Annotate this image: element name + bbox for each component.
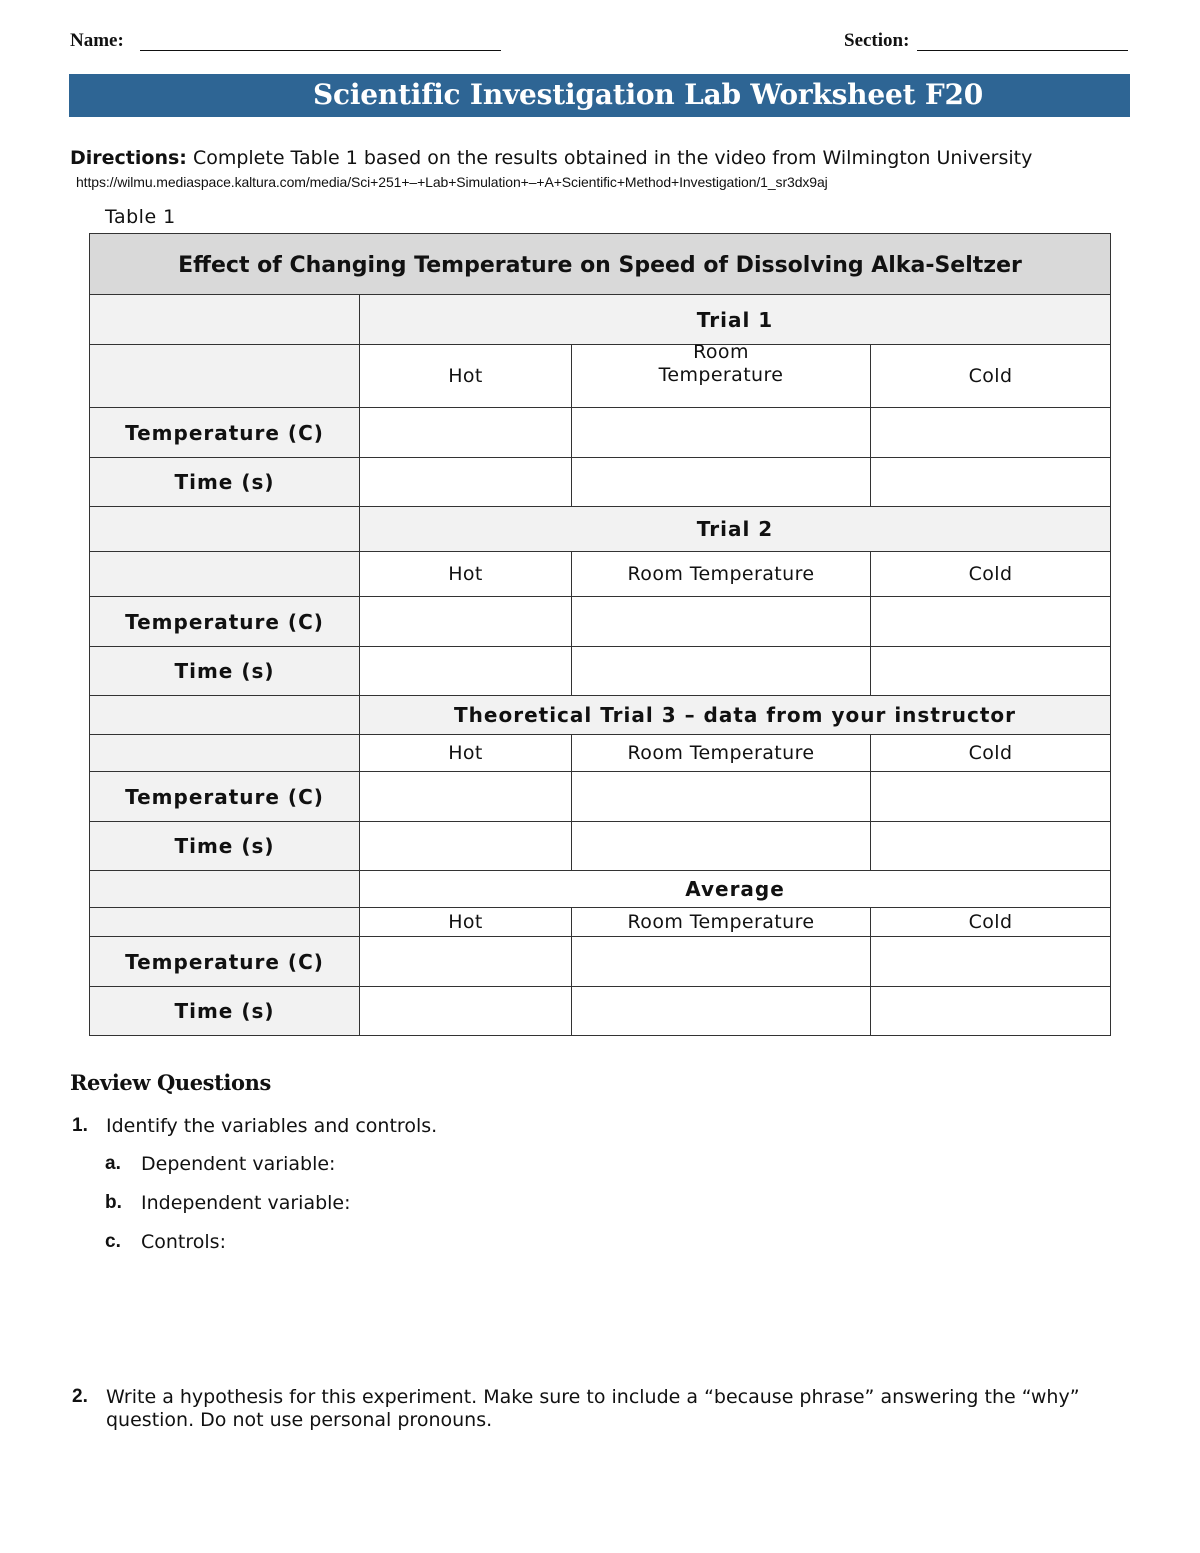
blank-cell	[90, 696, 360, 735]
results-table	[89, 233, 1111, 1036]
question-2	[72, 1386, 1132, 1446]
question-text: Identify the variables and controls.	[106, 1115, 438, 1137]
question-1	[72, 1115, 1132, 1141]
section-heading: Trial 1	[360, 295, 1111, 345]
data-cell[interactable]	[360, 597, 572, 647]
condition-header: Room Temperature	[572, 552, 871, 597]
data-cell[interactable]	[871, 987, 1111, 1036]
data-cell[interactable]	[871, 408, 1111, 458]
data-cell[interactable]	[572, 647, 871, 696]
data-cell[interactable]	[360, 772, 572, 822]
sub-question-letter: c.	[105, 1231, 121, 1252]
blank-cell	[90, 345, 360, 408]
condition-header: Hot	[360, 908, 572, 937]
data-cell[interactable]	[572, 458, 871, 507]
condition-header: Cold	[871, 345, 1111, 408]
question-number: 1.	[72, 1115, 88, 1136]
review-heading: Review Questions	[70, 1070, 271, 1095]
section-heading: Trial 2	[360, 507, 1111, 552]
data-cell[interactable]	[572, 937, 871, 987]
condition-header: Room Temperature	[572, 908, 871, 937]
sub-question-c	[105, 1231, 705, 1257]
data-cell[interactable]	[572, 772, 871, 822]
question-text: Write a hypothesis for this experiment. Make sure to include a “because phrase” answering the “why” question. Do not use personal pronouns.	[106, 1386, 1080, 1431]
data-cell[interactable]	[360, 408, 572, 458]
condition-header: Cold	[871, 552, 1111, 597]
page-title: Scientific Investigation Lab Worksheet F20	[313, 78, 984, 111]
data-cell[interactable]	[572, 822, 871, 871]
data-cell[interactable]	[572, 408, 871, 458]
sub-question-text: Independent variable:	[141, 1192, 351, 1214]
video-link[interactable]: https://wilmu.mediaspace.kaltura.com/media/Sci+251+–+Lab+Simulation+–+A+Scientific+Method+Investigation/1_sr3dx9aj	[76, 174, 828, 190]
table-label: Table 1	[105, 206, 176, 228]
data-cell[interactable]	[572, 597, 871, 647]
condition-header: Room Temperature	[572, 345, 871, 408]
data-cell[interactable]	[360, 822, 572, 871]
question-number: 2.	[72, 1386, 88, 1407]
section-field[interactable]	[917, 50, 1128, 51]
row-label: Temperature (C)	[90, 597, 360, 647]
blank-cell	[90, 871, 360, 908]
data-cell[interactable]	[871, 822, 1111, 871]
blank-cell	[90, 735, 360, 772]
sub-question-text: Controls:	[141, 1231, 226, 1253]
section-label: Section:	[844, 30, 910, 51]
data-cell[interactable]	[871, 937, 1111, 987]
data-cell[interactable]	[572, 987, 871, 1036]
section-heading: Average	[360, 871, 1111, 908]
blank-cell	[90, 552, 360, 597]
blank-cell	[90, 908, 360, 937]
sub-question-a	[105, 1153, 705, 1179]
condition-header: Hot	[360, 735, 572, 772]
title-banner	[69, 74, 1130, 117]
directions-text: Complete Table 1 based on the results obtained in the video from Wilmington University	[192, 147, 1033, 169]
sub-question-b	[105, 1192, 705, 1218]
name-section-row	[70, 30, 1130, 56]
condition-header: Cold	[871, 908, 1111, 937]
row-label: Time (s)	[90, 987, 360, 1036]
section-heading: Theoretical Trial 3 – data from your instructor	[360, 696, 1111, 735]
condition-header: Hot	[360, 345, 572, 408]
sub-question-letter: b.	[105, 1192, 122, 1213]
data-cell[interactable]	[871, 458, 1111, 507]
data-cell[interactable]	[871, 597, 1111, 647]
condition-header: Cold	[871, 735, 1111, 772]
data-cell[interactable]	[360, 987, 572, 1036]
row-label: Time (s)	[90, 458, 360, 507]
blank-cell	[90, 295, 360, 345]
row-label: Time (s)	[90, 647, 360, 696]
data-cell[interactable]	[360, 647, 572, 696]
name-label: Name:	[70, 30, 124, 51]
directions	[70, 147, 1032, 169]
data-cell[interactable]	[871, 772, 1111, 822]
directions-label: Directions:	[70, 147, 187, 169]
row-label: Time (s)	[90, 822, 360, 871]
name-field[interactable]	[140, 50, 501, 51]
data-cell[interactable]	[360, 937, 572, 987]
condition-header: Room Temperature	[572, 735, 871, 772]
data-cell[interactable]	[360, 458, 572, 507]
blank-cell	[90, 507, 360, 552]
table-title: Effect of Changing Temperature on Speed of Dissolving Alka-Seltzer	[90, 234, 1111, 295]
data-cell[interactable]	[871, 647, 1111, 696]
sub-question-text: Dependent variable:	[141, 1153, 336, 1175]
sub-question-letter: a.	[105, 1153, 121, 1174]
condition-header: Hot	[360, 552, 572, 597]
row-label: Temperature (C)	[90, 408, 360, 458]
row-label: Temperature (C)	[90, 772, 360, 822]
row-label: Temperature (C)	[90, 937, 360, 987]
